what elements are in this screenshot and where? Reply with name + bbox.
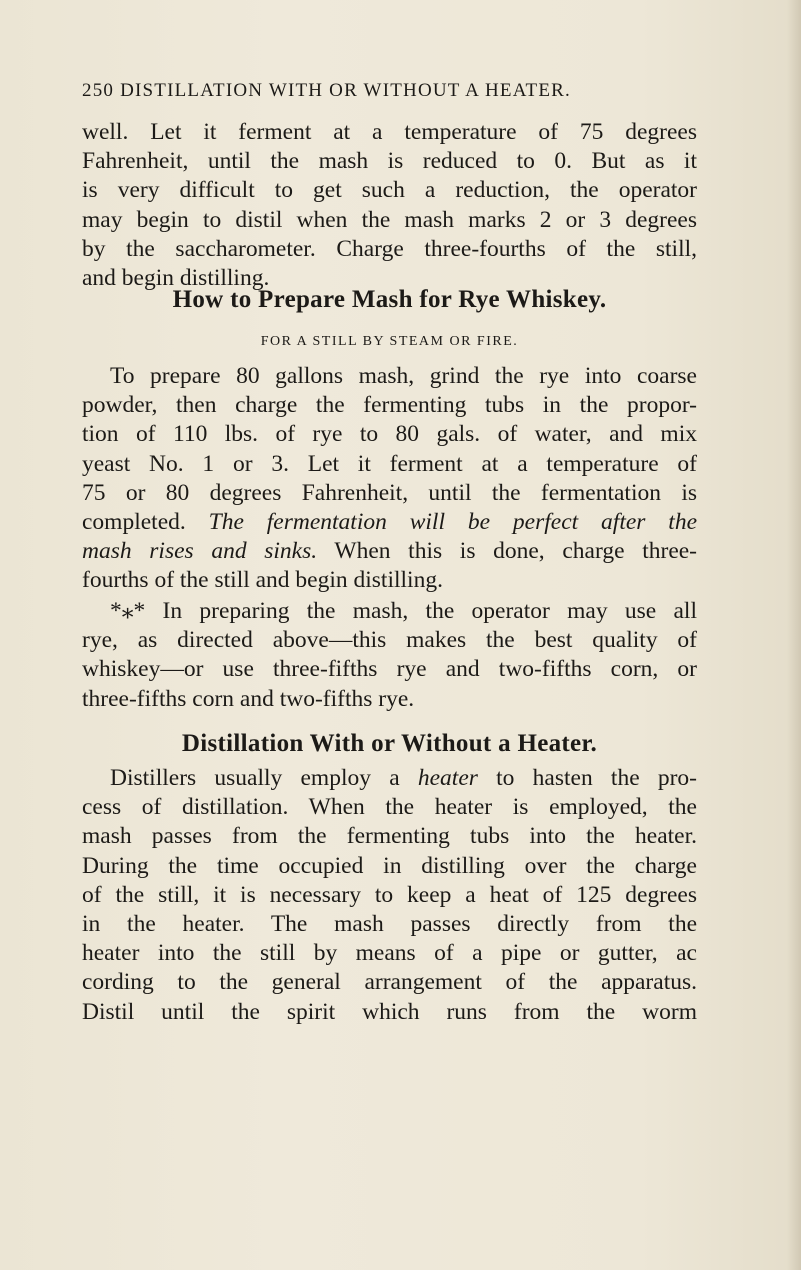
section-heading-heater: Distillation With or Without a Heater. (181, 730, 598, 757)
page-edge-shadow (787, 0, 801, 1270)
paragraph-4 (82, 764, 697, 1027)
section-heading-rye-whiskey: How to Prepare Mash for Rye Whiskey. (172, 286, 607, 313)
text-line: and begin distilling. (82, 265, 270, 292)
text-line: fourths of the still and begin distilling. (82, 567, 443, 594)
section-subheading: FOR A STILL BY STEAM OR FIRE. (260, 334, 519, 349)
paragraph-3 (82, 597, 697, 714)
text-segment: to hasten the pro- (496, 765, 698, 791)
text-line-mixed (82, 597, 697, 626)
text-line: by the saccharometer. Charge three-fourths of the still, (82, 235, 697, 262)
paragraph-1 (82, 118, 697, 293)
italic-emphasis: heater (417, 765, 478, 791)
italic-emphasis: The fermentation will be perfect after the (208, 509, 698, 536)
text-line: tion of 110 lbs. of rye to 80 gals. of water, and mix (82, 421, 697, 448)
text-line: To prepare 80 gallons mash, grind the rye into coarse (110, 363, 697, 389)
running-title: DISTILLATION WITH OR WITHOUT A HEATER. (120, 80, 571, 101)
paragraph-2 (82, 362, 697, 596)
text-line: of the still, it is necessary to keep a heat of 125 degrees (82, 881, 697, 908)
text-line: rye, as directed above—this makes the best quality of (82, 627, 697, 654)
text-line: cording to the general arrangement of the apparatus. (82, 969, 697, 996)
text-segment: Distillers usually employ a (110, 765, 400, 791)
text-line: may begin to distil when the mash marks 2 or 3 degrees (82, 206, 697, 233)
text-line: whiskey—or use three-fifths rye and two-fifths corn, or (82, 656, 697, 683)
text-line-mixed (82, 537, 697, 566)
text-line-mixed (82, 508, 697, 537)
page-number-suffix: 0 (103, 80, 115, 101)
text-line: three-fifths corn and two-fifths rye. (82, 685, 415, 712)
page-number: 25 (82, 80, 104, 101)
text-line: yeast No. 1 or 3. Let it ferment at a temperature of (82, 450, 697, 477)
text-line: powder, then charge the fermenting tubs in the propor- (82, 392, 697, 419)
text-line: During the time occupied in distilling over the charge (82, 852, 697, 879)
running-header (82, 80, 682, 102)
text-segment: When this is done, charge three- (334, 538, 698, 565)
text-line: heater into the still by means of a pipe or gutter, ac (82, 940, 697, 967)
text-line: in the heater. The mash passes directly from the (82, 911, 697, 938)
text-line: well. Let it ferment at a temperature of 75 degrees (82, 119, 697, 145)
text-line: 75 or 80 degrees Fahrenheit, until the fermentation is (82, 479, 697, 506)
text-line: Fahrenheit, until the mash is reduced to 0. But as it (82, 148, 697, 175)
text-line: Distil until the spirit which runs from the worm (82, 998, 697, 1025)
text-line: mash passes from the fermenting tubs into the heater. (82, 823, 697, 850)
text-line-mixed (82, 764, 697, 793)
asterism-mark: *⁎* (110, 598, 146, 624)
text-line: is very difficult to get such a reduction, the operator (82, 177, 697, 204)
italic-emphasis: mash rises and sinks. (82, 538, 318, 565)
text-segment: In preparing the mash, the operator may use all (162, 598, 697, 624)
text-line: cess of distillation. When the heater is employed, the (82, 794, 697, 821)
text-segment: completed. (82, 509, 186, 536)
